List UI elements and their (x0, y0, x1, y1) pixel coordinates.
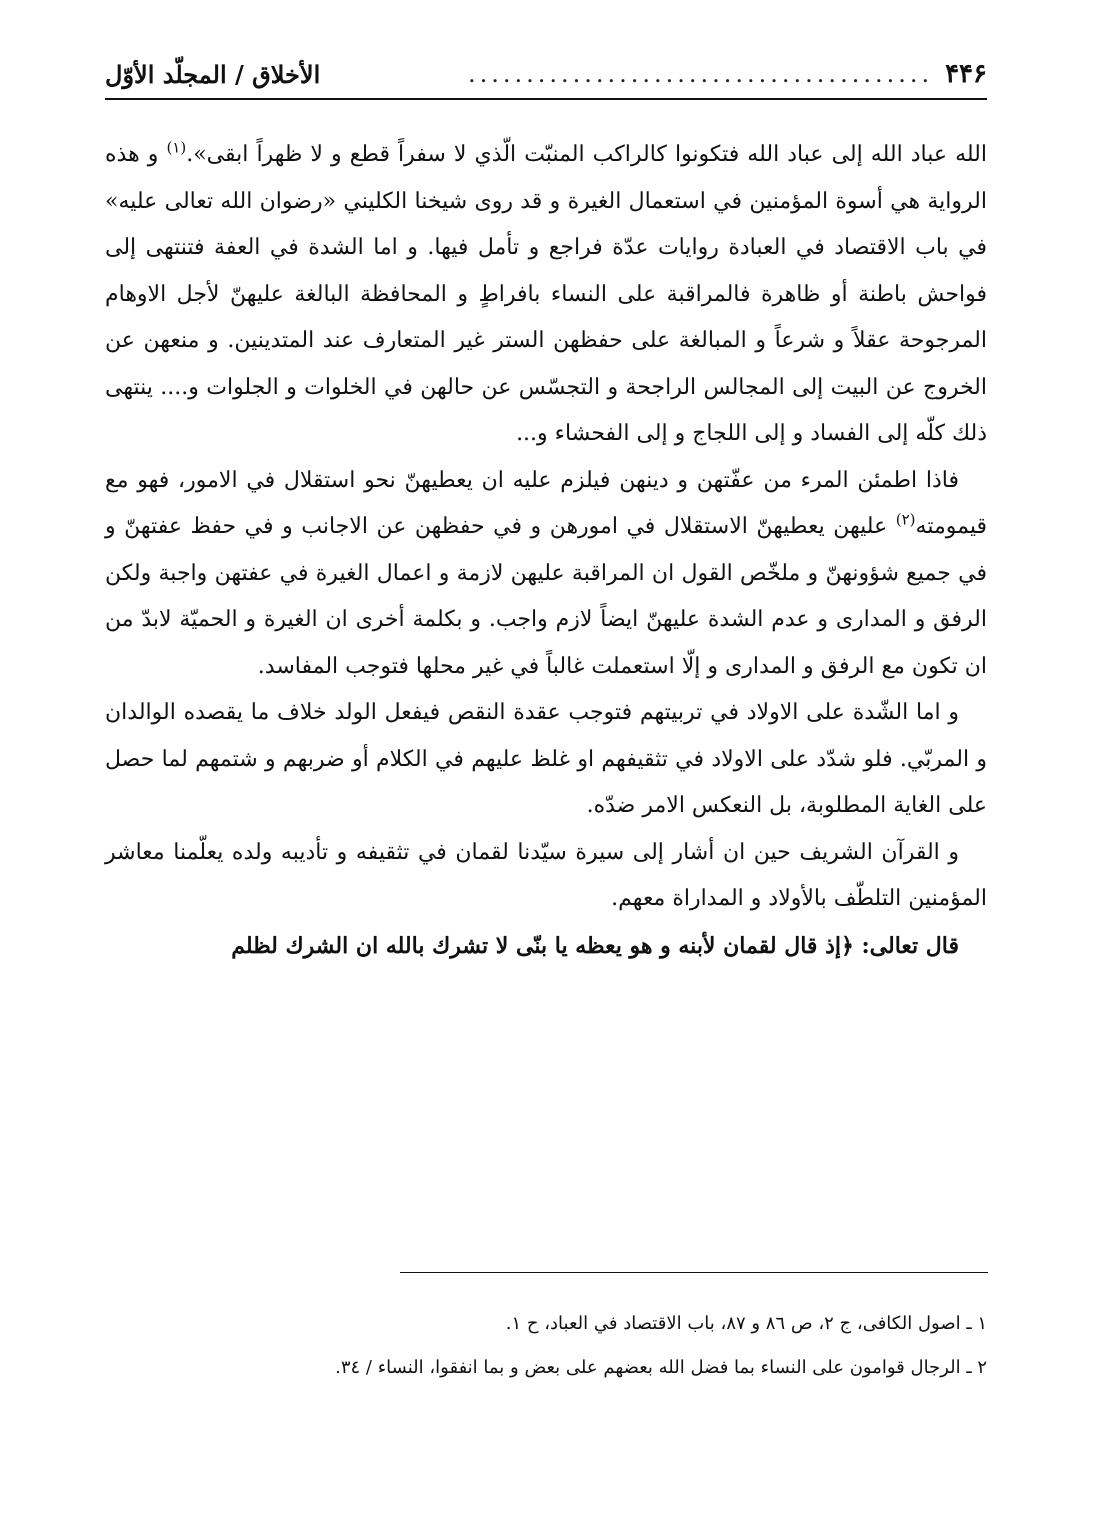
paragraph-3: و اما الشّدة على الاولاد في تربيتهم فتوجب عقدة النقص فيفعل الولد خلاف ما يقصده الوالدان و المربّي. فلو شدّد على الاولاد في تثقيفهم او غلظ عليهم في الكلام أو ضربهم و شتمهم لما حصل على الغاية المطلوبة، بل النعكس الامر ضدّه. (105, 700, 987, 818)
paragraph-1 (105, 132, 987, 458)
header-rule (105, 98, 987, 100)
footnote-rule (400, 1272, 988, 1273)
paragraph-4: و القرآن الشريف حين ان أشار إلى سيرة سيّدنا لقمان في تثقيفه و تأديبه ولده يعلّمنا معاشر المؤمنين التلطّف بالأولاد و المداراة معهم. (105, 839, 987, 911)
running-title: الأخلاق / المجلّد الأوّل (105, 59, 321, 89)
paragraph-2 (105, 458, 987, 691)
paragraph-1-text-a: الله عباد الله إلى عباد الله فتكونوا كالراكب المنبّت الّذي لا سفراً قطع و لا ظهراً ابقى». (186, 142, 987, 167)
footnote-ref-2[interactable]: (٢) (895, 510, 916, 529)
footnote-1: ١ ـ اصول الكافى، ج ٢، ص ٨٦ و ٨٧، باب الاقتصاد في العباد، ح ١. (505, 1313, 987, 1334)
footnotes (105, 1302, 987, 1390)
page-number: ۴۴۶ (945, 59, 987, 89)
footnote-2: ٢ ـ الرجال قوامون على النساء بما فضل الله بعضهم على بعض و بما انفقوا، النساء / ٣٤. (335, 1357, 987, 1378)
quran-quote: قال تعالى: ﴿إذ قال لقمان لأبنه و هو يعظه يا بنّى لا تشرك بالله ان الشرك لظلم (231, 932, 959, 959)
paragraph-2-text-b: عليهن يعطيهنّ الاستقلال في امورهن و في حفظهن عن الاجانب و في حفظ عفتهنّ و في جميع شؤونهنّ و ملخّص القول ان المراقبة عليهن لازمة و اعمال الغيرة في عفتهن واجبة ولكن الرفق و المدارى و عدم الشدة عليهنّ ايضاً لازم واجب. و بكلمة أخرى ان الغيرة و الحميّة لابدّ من ان تكون مع الرفق و المدارى و إلّا استعملت غالباً في غير محلها فتوجب المفاسد. (105, 514, 987, 679)
paragraph-1-text-b: و هذه الرواية هي أسوة المؤمنين في استعمال الغيرة و قد روى شيخنا الكليني «رضوان الله تعالى عليه» في باب الاقتصاد في العبادة روايات عدّة فراجع و تأمل فيها. و اما الشدة في العفة فتنتهى إلى فواحش باطنة أو ظاهرة فالمراقبة على النساء بافراطٍ و المحافظة البالغة عليهنّ لأجل الاوهام المرجوحة عقلاً و شرعاً و المبالغة على حفظهن الستر غير المتعارف عند المتدينين. و منعهن عن الخروج عن البيت إلى المجالس الراجحة و التجسّس عن حالهن في الخلوات و الجلوات و.... ينتهى ذلك كلّه إلى الفساد و إلى اللجاج و إلى الفحشاء و... (105, 142, 987, 446)
running-header (105, 52, 987, 96)
main-text (105, 132, 987, 969)
paragraph-2-text-a: فاذا اطمئن المرء من عفّتهن و دينهن فيلزم عليه ان يعطيهنّ نحو استقلال في الامور، فهو مع قيمومته (105, 467, 987, 539)
header-leader-dots: ........................................ (467, 60, 934, 88)
footnote-ref-1[interactable]: (١) (166, 138, 187, 157)
